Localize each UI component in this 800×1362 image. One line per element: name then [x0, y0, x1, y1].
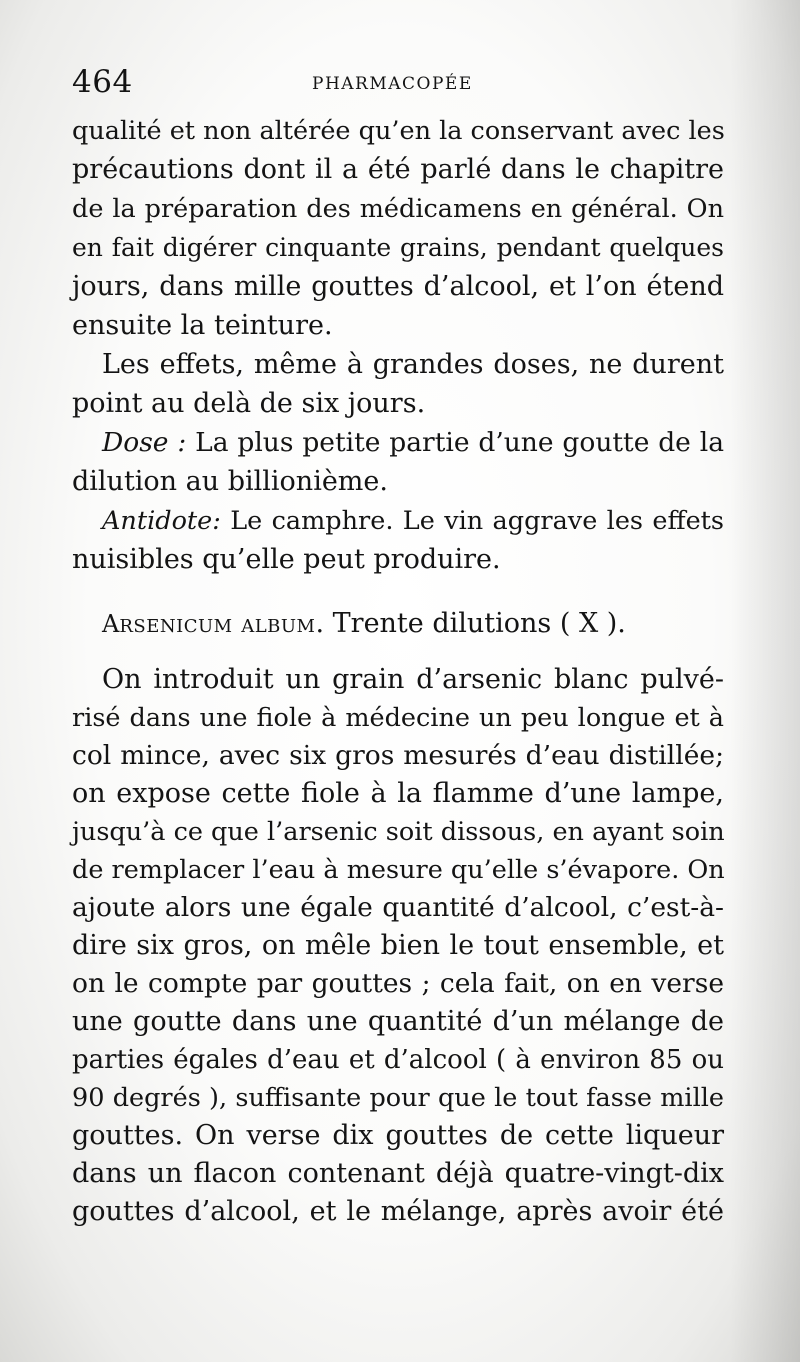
- text-line: dire six gros, on mêle bien le tout ensemble, et: [72, 930, 724, 961]
- text-line: une goutte dans une quantité d’un mélange de: [72, 1006, 724, 1037]
- heading-smallcaps-2: ALBUM: [241, 616, 316, 637]
- heading-rest: . Trente dilutions ( X ).: [315, 608, 626, 639]
- text-line: ajoute alors une égale quantité d’alcool, c’est-à-: [72, 892, 724, 923]
- text-line: en fait digérer cinquante grains, pendant quelques: [72, 233, 724, 262]
- dose-text: La plus petite partie d’une goutte de la: [195, 427, 724, 458]
- text-line: de remplacer l’eau à mesure qu’elle s’évapore. On: [72, 855, 725, 885]
- text-line: de la préparation des médicamens en général. On: [72, 194, 724, 224]
- text-line: jours, dans mille gouttes d’alcool, et l’on étend: [72, 271, 724, 302]
- text-line: Les effets, même à grandes doses, ne durent: [102, 349, 724, 380]
- page-header: [72, 64, 724, 104]
- text-line: col mince, avec six gros mesurés d’eau distillée;: [72, 740, 724, 771]
- text-line: nuisibles qu’elle peut produire.: [72, 544, 501, 575]
- text-line: risé dans une fiole à médecine un peu longue et à: [72, 703, 724, 733]
- section-heading: [102, 604, 724, 644]
- text-line: On introduit un grain d’arsenic blanc pulvé-: [102, 664, 724, 695]
- page-number: 464: [72, 64, 133, 100]
- text-line: jusqu’à ce que l’arsenic soit dissous, en ayant soin: [72, 817, 725, 847]
- heading-initial: A: [102, 610, 120, 638]
- antidote-text: Le camphre. Le vin aggrave les effets: [230, 506, 724, 536]
- running-head: PHARMACOPÉE: [312, 74, 473, 94]
- dose-label: Dose :: [102, 427, 187, 458]
- text-line: qualité et non altérée qu’en la conservant avec les: [72, 116, 725, 146]
- text-line: gouttes d’alcool, et le mélange, après avoir été: [72, 1196, 724, 1227]
- heading-smallcaps-1: RSENICUM: [119, 616, 233, 637]
- text-line: on expose cette fiole à la flamme d’une lampe,: [72, 778, 724, 809]
- text-line: 90 degrés ), suffisante pour que le tout fasse mille: [72, 1083, 724, 1113]
- antidote-label: Antidote:: [102, 506, 221, 536]
- text-line: on le compte par gouttes ; cela fait, on en verse: [72, 968, 724, 999]
- text-line: gouttes. On verse dix gouttes de cette liqueur: [72, 1120, 724, 1151]
- text-line: parties égales d’eau et d’alcool ( à environ 85 ou: [72, 1045, 724, 1075]
- text-line: dans un flacon contenant déjà quatre-vingt-dix: [72, 1158, 724, 1189]
- text-line: dilution au billionième.: [72, 466, 388, 497]
- text-line: précautions dont il a été parlé dans le chapitre: [72, 154, 724, 185]
- dose-line: [102, 423, 724, 463]
- text-line: point au delà de six jours.: [72, 388, 426, 419]
- antidote-line: [102, 501, 724, 541]
- text-line: ensuite la teinture.: [72, 310, 333, 341]
